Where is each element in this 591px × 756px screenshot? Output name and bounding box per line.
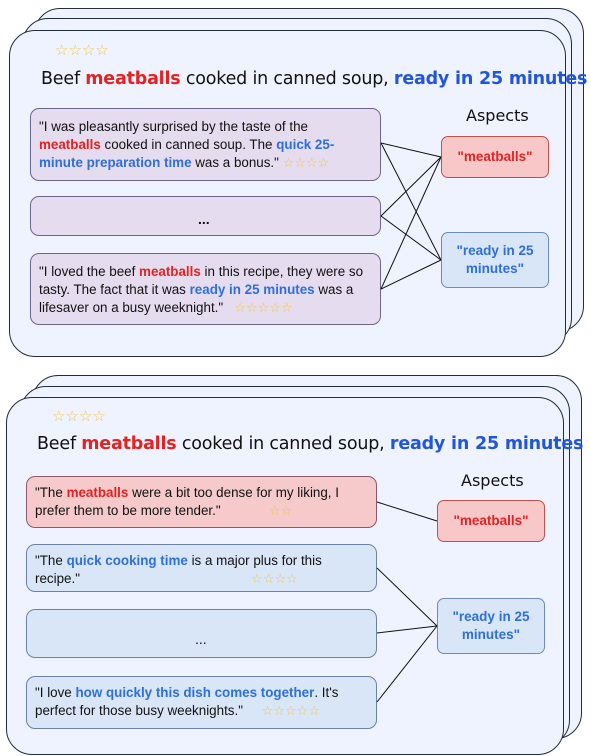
panel1-review-3-stars: ☆☆☆☆☆: [234, 300, 293, 315]
panel2-review-2-stars: ☆☆☆☆: [251, 571, 298, 586]
panel1-title: Beef meatballs cooked in canned soup, ready in 25 minutes: [41, 69, 588, 89]
p2-line-r2-a2: [377, 568, 437, 626]
panel1-title-stars: ☆☆☆☆: [55, 42, 109, 59]
p1-line-r3-a2: [381, 260, 441, 289]
panel2-aspect-ready: "ready in 25 minutes": [437, 598, 545, 654]
p2-line-r3-a2: [377, 626, 437, 633]
panel2-review-4: "I love how quickly this dish comes together. It's perfect for those busy weeknights." ☆☆☆☆☆: [26, 676, 377, 729]
panel1-aspect-meatballs: "meatballs": [441, 136, 549, 178]
panel1-review-1-stars: ☆☆☆☆: [282, 155, 330, 170]
p2-line-r1-a1: [377, 502, 437, 521]
p1-line-r1-a1: [381, 143, 441, 157]
panel2-aspect-meatballs: "meatballs": [437, 500, 545, 542]
panel2-title-keyword-meatballs: meatballs: [81, 434, 177, 454]
panel1-review-3: "I loved the beef meatballs in this recipe, they were so tasty. The fact that it was ready in 25 minutes was a lifesaver on a busy weeknight." ☆☆☆☆☆: [30, 253, 381, 325]
panel2-review-1: "The meatballs were a bit too dense for my liking, I prefer them to be more tender." ☆☆: [26, 476, 377, 528]
panel2-title: Beef meatballs cooked in canned soup, ready in 25 minutes: [37, 434, 584, 454]
p1-line-r1-a2: [381, 143, 441, 260]
panel1-aspect-ready: "ready in 25 minutes": [441, 232, 549, 288]
panel1-title-keyword-ready: ready in 25 minutes: [393, 69, 588, 89]
panel2-review-2: "The quick cooking time is a major plus for this recipe." ☆☆☆☆: [26, 544, 377, 592]
panel2-title-keyword-ready: ready in 25 minutes: [389, 434, 584, 454]
panel1-review-2-ellipsis: ...: [198, 211, 210, 227]
panel1-review-1: "I was pleasantly surprised by the taste of the meatballs cooked in canned soup. The quick 25-minute preparation time was a bonus." ☆☆☆☆: [30, 108, 381, 181]
p2-line-r4-a2: [377, 626, 437, 702]
p1-line-r2-a1: [381, 157, 441, 216]
panel2-review-3-ellipsis: ...: [195, 631, 207, 647]
panel2-review-4-stars: ☆☆☆☆☆: [261, 703, 320, 718]
panel2-review-1-stars: ☆☆: [269, 503, 293, 518]
panel2-aspects-label: Aspects: [461, 471, 524, 490]
panel1-aspects-label: Aspects: [466, 106, 529, 125]
panel1-title-keyword-meatballs: meatballs: [85, 69, 181, 89]
panel2-title-stars: ☆☆☆☆: [52, 408, 106, 425]
